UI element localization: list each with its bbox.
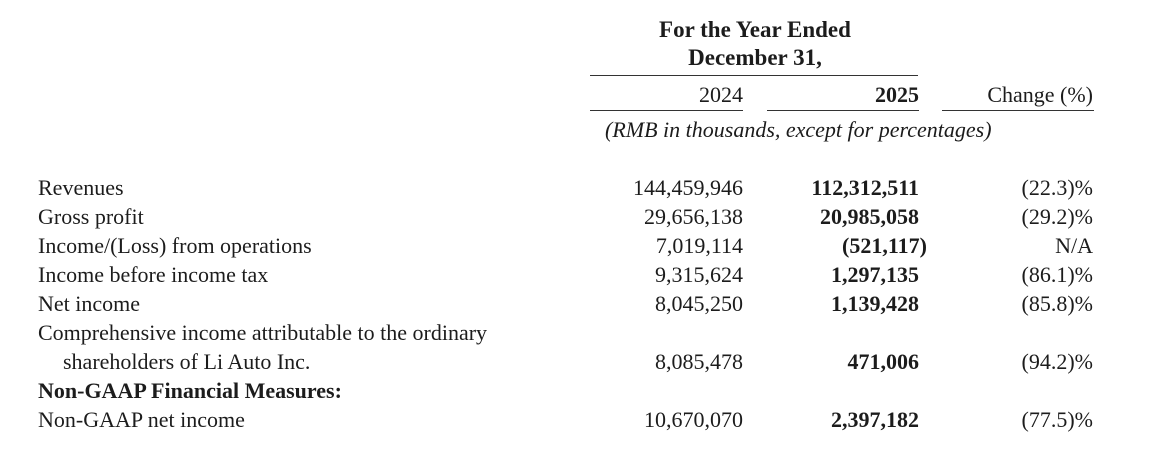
row-label: Comprehensive income attributable to the ordinary [38,320,488,345]
column-header-change: Change (%) [987,82,1093,107]
value-2025: 1,297,135 [831,262,919,287]
row-label: Non-GAAP net income [38,407,245,432]
row-label: Net income [38,291,141,316]
section-heading: Non-GAAP Financial Measures: [38,378,342,403]
value-2024: 144,459,946 [633,175,743,200]
table-row [0,291,1173,320]
value-change: (94.2)% [1021,349,1093,374]
value-2024: 7,019,114 [655,233,743,258]
row-label: Income before income tax [38,262,269,287]
units-note: (RMB in thousands, except for percentages) [605,117,992,142]
column-underline-2025 [767,110,919,111]
value-2024: 29,656,138 [644,204,743,229]
period-heading-line2: December 31, [688,45,822,70]
column-header-2024: 2024 [699,82,743,107]
value-change: (86.1)% [1021,262,1093,287]
value-2024: 8,085,478 [655,349,743,374]
column-underline-2024 [590,110,743,111]
value-2024: 9,315,624 [655,262,743,287]
row-label: Revenues [38,175,124,200]
value-2025: (521,117) [842,233,927,258]
row-label: shareholders of Li Auto Inc. [63,349,311,374]
table-row [0,407,1173,436]
value-change: (22.3)% [1021,175,1093,200]
column-underline-change [942,110,1094,111]
column-header-2025: 2025 [875,82,919,107]
row-label: Income/(Loss) from operations [38,233,312,258]
table-row [0,175,1173,204]
value-2025: 20,985,058 [820,204,919,229]
value-change: (85.8)% [1021,291,1093,316]
period-underline [590,75,918,76]
section-heading-row [0,378,1173,407]
table-row [0,349,1173,378]
value-change: N/A [1055,233,1093,258]
value-2024: 10,670,070 [644,407,743,432]
value-change: (29.2)% [1021,204,1093,229]
value-2024: 8,045,250 [655,291,743,316]
value-2025: 1,139,428 [831,291,919,316]
table-row [0,262,1173,291]
value-2025: 112,312,511 [811,175,919,200]
value-change: (77.5)% [1021,407,1093,432]
row-label: Gross profit [38,204,144,229]
value-2025: 471,006 [847,349,919,374]
period-heading-line1: For the Year Ended [659,17,851,42]
value-2025: 2,397,182 [831,407,919,432]
table-row [0,204,1173,233]
table-row [0,320,1173,349]
table-row [0,233,1173,262]
